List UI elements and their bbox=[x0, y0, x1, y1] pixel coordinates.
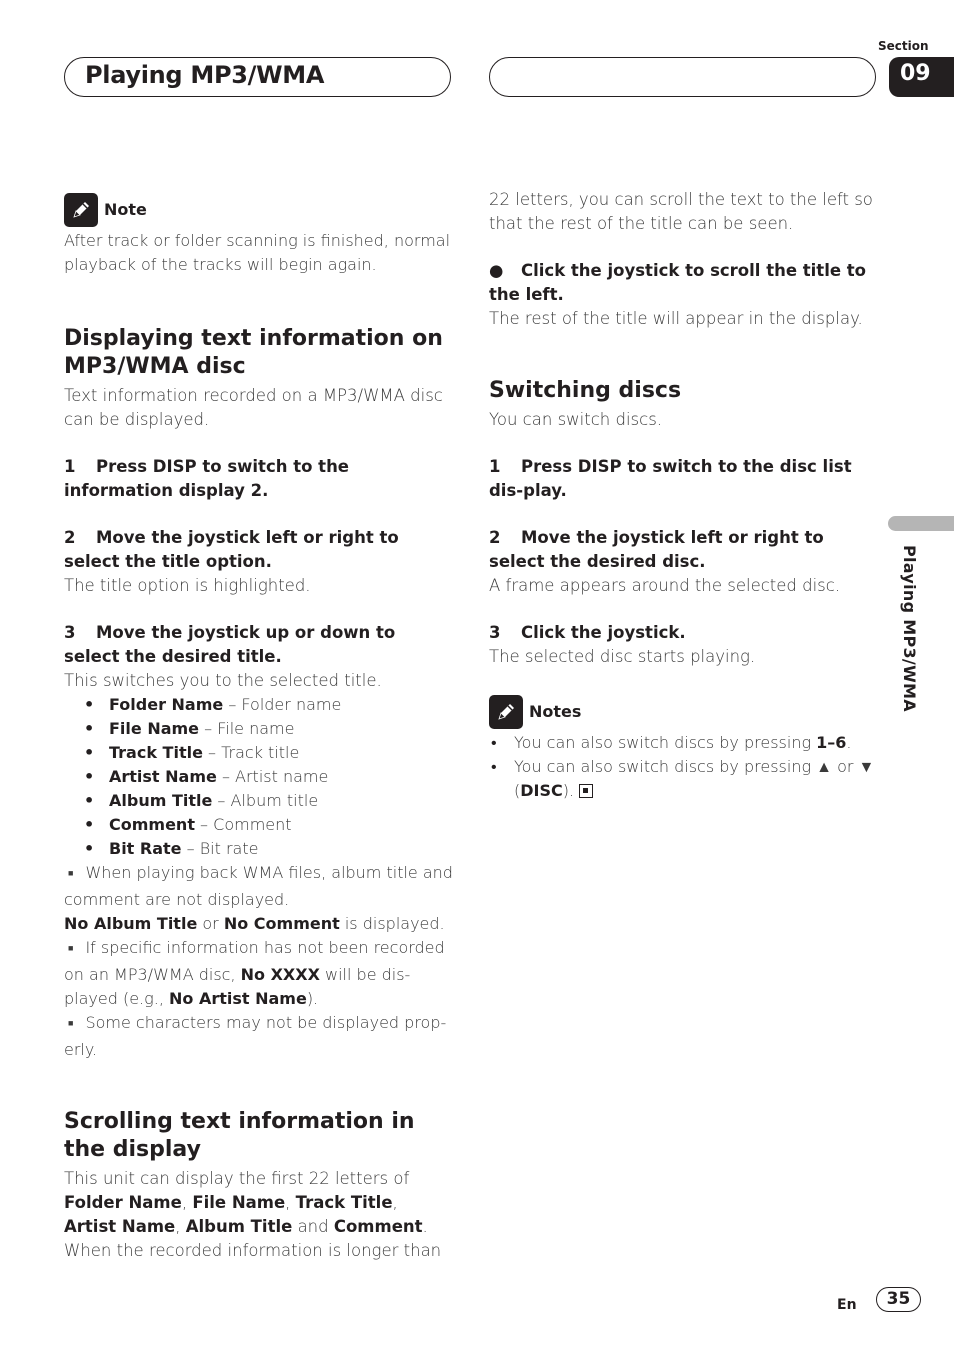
switch-step-1: 1 Press DISP to switch to the disc list dis-play. bbox=[489, 457, 852, 500]
page-title: Playing MP3/WMA bbox=[85, 61, 325, 89]
scroll-continued: 22 letters, you can scroll the text to the left so that the rest of the title can be seen. bbox=[489, 190, 873, 233]
switch-step-3-desc: The selected disc starts playing. bbox=[489, 647, 756, 666]
notes-label: Notes bbox=[529, 702, 582, 721]
section-number: 09 bbox=[889, 57, 954, 97]
end-mark-icon bbox=[579, 784, 593, 798]
note-header bbox=[64, 193, 454, 227]
pencil-note-icon bbox=[489, 695, 523, 729]
note-text: After track or folder scanning is finished, normal playback of the tracks will begin again. bbox=[64, 231, 451, 274]
note-label: Note bbox=[104, 200, 147, 219]
list-item: • Artist Name – Artist name bbox=[84, 765, 454, 789]
notes-list bbox=[489, 731, 879, 803]
display-intro: Text information recorded on a MP3/WMA disc can be displayed. bbox=[64, 386, 443, 429]
display-step-3: 3 Move the joystick up or down to select the desired title. bbox=[64, 623, 396, 666]
title-options-list bbox=[64, 693, 454, 861]
section-label: Section bbox=[878, 39, 929, 53]
remark-no-info: ■ If specific information has not been recorded on an MP3/WMA disc, No XXXX will be dis-played (e.g., No Artist Name). bbox=[64, 936, 454, 1011]
section-heading-scroll: Scrolling text information in the display bbox=[64, 1109, 415, 1162]
title-bar bbox=[64, 57, 451, 97]
section-heading-display: Displaying text information on MP3/WMA disc bbox=[64, 326, 443, 379]
side-chapter-label: Playing MP3/WMA bbox=[900, 545, 919, 712]
notes-header bbox=[489, 695, 879, 729]
language-label: En bbox=[837, 1297, 857, 1313]
scroll-step: ● Click the joystick to scroll the title to the left. bbox=[489, 261, 867, 304]
list-item: • Bit Rate – Bit rate bbox=[84, 837, 454, 861]
side-tab bbox=[888, 516, 954, 531]
right-column bbox=[489, 188, 879, 803]
page-number: 35 bbox=[876, 1287, 921, 1312]
list-item: • Album Title – Album title bbox=[84, 789, 454, 813]
switch-intro: You can switch discs. bbox=[489, 410, 663, 429]
list-item: • Track Title – Track title bbox=[84, 741, 454, 765]
display-step-2: 2 Move the joystick left or right to select the title option. bbox=[64, 528, 399, 571]
switch-step-2: 2 Move the joystick left or right to select the desired disc. bbox=[489, 528, 824, 571]
header-empty-bar bbox=[489, 57, 876, 97]
remark-wma: ■ When playing back WMA files, album title and comment are not displayed. bbox=[64, 861, 454, 912]
scroll-intro: This unit can display the first 22 letters of Folder Name, File Name, Track Title, Artist Name, Album Title and Comment. When the recorded information is longer than bbox=[64, 1169, 442, 1260]
list-item: • Comment – Comment bbox=[84, 813, 454, 837]
list-item: • You can also switch discs by pressing ▲ or ▼ (DISC). bbox=[489, 755, 879, 803]
list-item: • Folder Name – Folder name bbox=[84, 693, 454, 717]
left-column bbox=[64, 193, 454, 1263]
remark-characters: ■ Some characters may not be displayed prop-erly. bbox=[64, 1011, 454, 1062]
display-step-1: 1 Press DISP to switch to the information display 2. bbox=[64, 457, 350, 500]
pencil-note-icon bbox=[64, 193, 98, 227]
display-step-3-desc: This switches you to the selected title. bbox=[64, 671, 382, 690]
list-item: • File Name – File name bbox=[84, 717, 454, 741]
scroll-step-desc: The rest of the title will appear in the display. bbox=[489, 309, 863, 328]
switch-step-3: 3 Click the joystick. bbox=[489, 623, 686, 642]
list-item: • You can also switch discs by pressing 1–6. bbox=[489, 731, 879, 755]
section-heading-switch: Switching discs bbox=[489, 378, 682, 403]
display-step-2-desc: The title option is highlighted. bbox=[64, 576, 311, 595]
switch-step-2-desc: A frame appears around the selected disc. bbox=[489, 576, 841, 595]
remark-wma-2: No Album Title or No Comment is displayed. bbox=[64, 914, 445, 933]
